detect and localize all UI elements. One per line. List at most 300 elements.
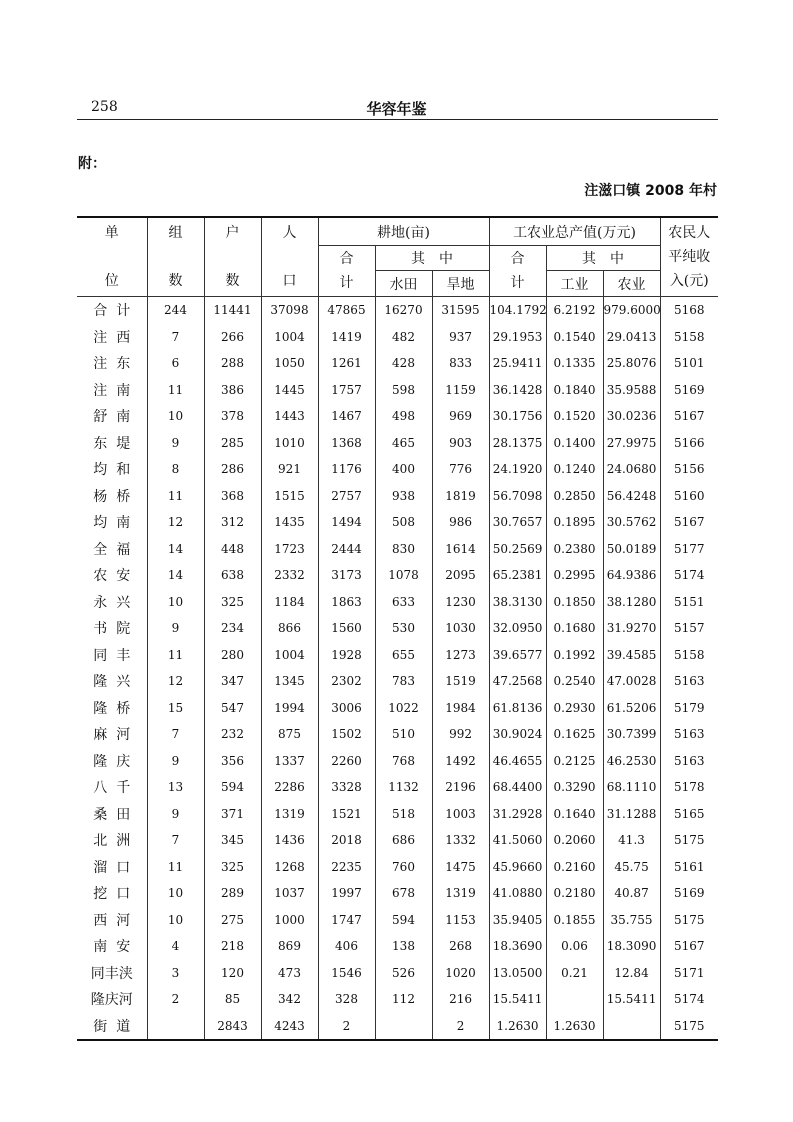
village-name: 合计 <box>93 303 140 320</box>
dryland-cell: 1984 <box>432 695 489 722</box>
table-row <box>77 668 718 695</box>
paddy-cell: 830 <box>375 536 432 563</box>
village-name: 溜口 <box>93 859 140 876</box>
paddy-cell: 510 <box>375 721 432 748</box>
paddy-cell: 138 <box>375 933 432 960</box>
population-cell: 1445 <box>261 377 318 404</box>
table-row <box>77 589 718 616</box>
land-total-cell: 1502 <box>318 721 375 748</box>
village-name: 均南 <box>93 515 140 532</box>
agriculture-cell: 61.5206 <box>603 695 660 722</box>
groups-cell: 7 <box>147 324 204 351</box>
table-row <box>77 350 718 377</box>
table-row <box>77 430 718 457</box>
agriculture-cell: 979.6000 <box>603 297 660 324</box>
output-total-cell: 30.9024 <box>489 721 546 748</box>
income-cell: 5157 <box>660 615 718 642</box>
industry-cell: 0.1855 <box>546 907 603 934</box>
land-total-cell: 2260 <box>318 748 375 775</box>
table-row <box>77 801 718 828</box>
land-total-cell: 2302 <box>318 668 375 695</box>
village-name: 桑田 <box>93 806 140 823</box>
paddy-cell: 633 <box>375 589 432 616</box>
agriculture-cell: 50.0189 <box>603 536 660 563</box>
table-row <box>77 562 718 589</box>
output-total-cell: 46.4655 <box>489 748 546 775</box>
output-total-cell: 32.0950 <box>489 615 546 642</box>
groups-cell: 9 <box>147 430 204 457</box>
paddy-cell: 1132 <box>375 774 432 801</box>
population-cell: 342 <box>261 986 318 1013</box>
agriculture-cell: 39.4585 <box>603 642 660 669</box>
population-cell: 1337 <box>261 748 318 775</box>
dryland-cell: 833 <box>432 350 489 377</box>
output-total-cell: 50.2569 <box>489 536 546 563</box>
dryland-cell: 992 <box>432 721 489 748</box>
income-cell: 5171 <box>660 960 718 987</box>
village-name: 均和 <box>93 462 140 479</box>
income-cell: 5167 <box>660 509 718 536</box>
agriculture-cell: 35.9588 <box>603 377 660 404</box>
village-name: 同丰浃 <box>90 965 133 982</box>
population-cell: 866 <box>261 615 318 642</box>
industry-cell: 0.2995 <box>546 562 603 589</box>
land-total-cell: 1521 <box>318 801 375 828</box>
agriculture-cell: 18.3090 <box>603 933 660 960</box>
output-total-cell: 41.5060 <box>489 827 546 854</box>
agriculture-cell: 35.755 <box>603 907 660 934</box>
population-cell: 869 <box>261 933 318 960</box>
dryland-cell: 1519 <box>432 668 489 695</box>
output-total-cell: 29.1953 <box>489 324 546 351</box>
industry-cell: 0.1335 <box>546 350 603 377</box>
output-total-cell: 30.1756 <box>489 403 546 430</box>
village-name: 北洲 <box>93 833 140 850</box>
table-row <box>77 1013 718 1041</box>
groups-cell: 11 <box>147 483 204 510</box>
income-cell: 5175 <box>660 907 718 934</box>
income-cell: 5175 <box>660 1013 718 1041</box>
paddy-cell: 594 <box>375 907 432 934</box>
agriculture-cell: 38.1280 <box>603 589 660 616</box>
industry-cell: 0.1625 <box>546 721 603 748</box>
households-cell: 312 <box>204 509 261 536</box>
table-row <box>77 324 718 351</box>
income-cell: 5163 <box>660 721 718 748</box>
industry-cell: 0.2930 <box>546 695 603 722</box>
agriculture-cell: 31.1288 <box>603 801 660 828</box>
output-total-cell: 30.7657 <box>489 509 546 536</box>
village-name: 西河 <box>93 912 140 929</box>
table-caption: 注滋口镇 2008 年村 <box>584 183 717 199</box>
output-total-cell: 25.9411 <box>489 350 546 377</box>
table-row <box>77 986 718 1013</box>
population-cell: 1436 <box>261 827 318 854</box>
land-total-cell: 328 <box>318 986 375 1013</box>
land-total-cell: 2757 <box>318 483 375 510</box>
paddy-cell: 112 <box>375 986 432 1013</box>
table-row <box>77 907 718 934</box>
paddy-cell: 686 <box>375 827 432 854</box>
industry-cell: 1.2630 <box>546 1013 603 1041</box>
village-name: 永兴 <box>93 594 140 611</box>
population-cell: 1319 <box>261 801 318 828</box>
income-cell: 5167 <box>660 403 718 430</box>
land-total-cell: 2 <box>318 1013 375 1041</box>
groups-cell: 10 <box>147 907 204 934</box>
groups-cell: 2 <box>147 986 204 1013</box>
dryland-cell: 2095 <box>432 562 489 589</box>
households-cell: 325 <box>204 589 261 616</box>
paddy-cell: 768 <box>375 748 432 775</box>
paddy-cell: 508 <box>375 509 432 536</box>
agriculture-cell <box>603 1013 660 1041</box>
output-total-cell: 24.1920 <box>489 456 546 483</box>
land-total-cell: 1747 <box>318 907 375 934</box>
households-cell: 325 <box>204 854 261 881</box>
groups-cell: 10 <box>147 880 204 907</box>
groups-cell: 11 <box>147 377 204 404</box>
col-households: 户 数 <box>204 217 261 297</box>
dryland-cell: 1230 <box>432 589 489 616</box>
village-statistics-table <box>77 216 718 1041</box>
paddy-cell: 655 <box>375 642 432 669</box>
land-total-cell: 406 <box>318 933 375 960</box>
population-cell: 1994 <box>261 695 318 722</box>
dryland-cell: 903 <box>432 430 489 457</box>
income-cell: 5169 <box>660 377 718 404</box>
groups-cell: 12 <box>147 509 204 536</box>
dryland-cell: 1614 <box>432 536 489 563</box>
paddy-cell: 530 <box>375 615 432 642</box>
village-name: 农安 <box>93 568 140 585</box>
dryland-cell: 31595 <box>432 297 489 324</box>
village-name: 东堤 <box>93 435 140 452</box>
households-cell: 285 <box>204 430 261 457</box>
table-row <box>77 615 718 642</box>
village-name: 街道 <box>93 1018 140 1035</box>
dryland-cell: 2 <box>432 1013 489 1041</box>
population-cell: 1515 <box>261 483 318 510</box>
income-cell: 5179 <box>660 695 718 722</box>
agriculture-cell: 15.5411 <box>603 986 660 1013</box>
agriculture-cell: 56.4248 <box>603 483 660 510</box>
paddy-cell: 678 <box>375 880 432 907</box>
income-cell: 5161 <box>660 854 718 881</box>
agriculture-cell: 30.5762 <box>603 509 660 536</box>
village-name: 挖口 <box>93 886 140 903</box>
population-cell: 921 <box>261 456 318 483</box>
land-total-cell: 1467 <box>318 403 375 430</box>
population-cell: 1435 <box>261 509 318 536</box>
village-name: 麻河 <box>93 727 140 744</box>
table-row <box>77 774 718 801</box>
households-cell: 371 <box>204 801 261 828</box>
population-cell: 875 <box>261 721 318 748</box>
population-cell: 4243 <box>261 1013 318 1041</box>
groups-cell <box>147 1013 204 1041</box>
income-cell: 5169 <box>660 880 718 907</box>
industry-cell: 0.1640 <box>546 801 603 828</box>
output-total-cell: 45.9660 <box>489 854 546 881</box>
land-total-cell: 2444 <box>318 536 375 563</box>
groups-cell: 6 <box>147 350 204 377</box>
households-cell: 386 <box>204 377 261 404</box>
groups-cell: 244 <box>147 297 204 324</box>
dryland-cell: 1153 <box>432 907 489 934</box>
land-total-cell: 1494 <box>318 509 375 536</box>
groups-cell: 7 <box>147 827 204 854</box>
paddy-cell: 598 <box>375 377 432 404</box>
table-row <box>77 854 718 881</box>
dryland-cell: 776 <box>432 456 489 483</box>
population-cell: 1268 <box>261 854 318 881</box>
dryland-cell: 1159 <box>432 377 489 404</box>
households-cell: 85 <box>204 986 261 1013</box>
income-cell: 5174 <box>660 986 718 1013</box>
col-agriculture: 农业 <box>603 271 660 297</box>
output-total-cell: 65.2381 <box>489 562 546 589</box>
dryland-cell: 986 <box>432 509 489 536</box>
output-total-cell: 36.1428 <box>489 377 546 404</box>
agriculture-cell: 68.1110 <box>603 774 660 801</box>
industry-cell: 0.1850 <box>546 589 603 616</box>
dryland-cell: 969 <box>432 403 489 430</box>
village-name: 隆庆 <box>93 753 140 770</box>
agriculture-cell: 30.0236 <box>603 403 660 430</box>
industry-cell: 0.2160 <box>546 854 603 881</box>
village-name: 注南 <box>93 382 140 399</box>
agriculture-cell: 27.9975 <box>603 430 660 457</box>
page-number: 258 <box>91 99 118 115</box>
table-row <box>77 695 718 722</box>
industry-cell: 0.3290 <box>546 774 603 801</box>
land-total-cell: 3173 <box>318 562 375 589</box>
land-total-cell: 3328 <box>318 774 375 801</box>
table-row <box>77 483 718 510</box>
groups-cell: 9 <box>147 801 204 828</box>
paddy-cell <box>375 1013 432 1041</box>
land-total-cell: 47865 <box>318 297 375 324</box>
output-total-cell: 1.2630 <box>489 1013 546 1041</box>
income-cell: 5177 <box>660 536 718 563</box>
households-cell: 288 <box>204 350 261 377</box>
output-total-cell: 35.9405 <box>489 907 546 934</box>
groups-cell: 15 <box>147 695 204 722</box>
output-total-cell: 41.0880 <box>489 880 546 907</box>
income-cell: 5158 <box>660 324 718 351</box>
dryland-cell: 1003 <box>432 801 489 828</box>
income-cell: 5151 <box>660 589 718 616</box>
income-cell: 5166 <box>660 430 718 457</box>
col-farmland-of-which: 其 中 <box>375 246 489 271</box>
dryland-cell: 2196 <box>432 774 489 801</box>
income-cell: 5163 <box>660 748 718 775</box>
village-name: 隆桥 <box>93 700 140 717</box>
households-cell: 280 <box>204 642 261 669</box>
households-cell: 368 <box>204 483 261 510</box>
income-cell: 5174 <box>660 562 718 589</box>
groups-cell: 7 <box>147 721 204 748</box>
industry-cell: 0.2180 <box>546 880 603 907</box>
agriculture-cell: 25.8076 <box>603 350 660 377</box>
table-row <box>77 933 718 960</box>
table-row <box>77 642 718 669</box>
village-name: 舒南 <box>93 409 140 426</box>
dryland-cell: 1475 <box>432 854 489 881</box>
agriculture-cell: 45.75 <box>603 854 660 881</box>
income-cell: 5178 <box>660 774 718 801</box>
output-total-cell: 61.8136 <box>489 695 546 722</box>
land-total-cell: 2235 <box>318 854 375 881</box>
paddy-cell: 783 <box>375 668 432 695</box>
industry-cell: 0.1540 <box>546 324 603 351</box>
output-total-cell: 18.3690 <box>489 933 546 960</box>
population-cell: 1345 <box>261 668 318 695</box>
output-total-cell: 47.2568 <box>489 668 546 695</box>
table-row <box>77 721 718 748</box>
dryland-cell: 1319 <box>432 880 489 907</box>
dryland-cell: 1030 <box>432 615 489 642</box>
village-name: 注东 <box>93 356 140 373</box>
industry-cell: 0.1680 <box>546 615 603 642</box>
table-row <box>77 536 718 563</box>
industry-cell: 0.1400 <box>546 430 603 457</box>
households-cell: 356 <box>204 748 261 775</box>
population-cell: 1184 <box>261 589 318 616</box>
output-total-cell: 38.3130 <box>489 589 546 616</box>
village-name: 注西 <box>93 329 140 346</box>
industry-cell: 0.2540 <box>546 668 603 695</box>
col-groups: 组 数 <box>147 217 204 297</box>
groups-cell: 12 <box>147 668 204 695</box>
dryland-cell: 1332 <box>432 827 489 854</box>
col-income: 农民人 平纯收 入(元) <box>660 217 718 297</box>
col-output: 工农业总产值(万元) <box>489 217 660 246</box>
agriculture-cell: 46.2530 <box>603 748 660 775</box>
agriculture-cell: 30.7399 <box>603 721 660 748</box>
industry-cell: 0.1992 <box>546 642 603 669</box>
industry-cell: 0.1520 <box>546 403 603 430</box>
land-total-cell: 1368 <box>318 430 375 457</box>
village-name: 八千 <box>93 780 140 797</box>
dryland-cell: 1020 <box>432 960 489 987</box>
village-name: 同丰 <box>93 647 140 664</box>
output-total-cell: 28.1375 <box>489 430 546 457</box>
col-unit: 单 位 <box>77 217 147 297</box>
population-cell: 1004 <box>261 642 318 669</box>
col-farmland: 耕地(亩) <box>318 217 489 246</box>
output-total-cell: 39.6577 <box>489 642 546 669</box>
households-cell: 2843 <box>204 1013 261 1041</box>
dryland-cell: 1273 <box>432 642 489 669</box>
population-cell: 1723 <box>261 536 318 563</box>
agriculture-cell: 29.0413 <box>603 324 660 351</box>
paddy-cell: 400 <box>375 456 432 483</box>
households-cell: 286 <box>204 456 261 483</box>
industry-cell: 0.2060 <box>546 827 603 854</box>
agriculture-cell: 31.9270 <box>603 615 660 642</box>
table-row <box>77 960 718 987</box>
land-total-cell: 1419 <box>318 324 375 351</box>
households-cell: 347 <box>204 668 261 695</box>
population-cell: 1000 <box>261 907 318 934</box>
village-name: 杨桥 <box>93 488 140 505</box>
industry-cell: 6.2192 <box>546 297 603 324</box>
households-cell: 218 <box>204 933 261 960</box>
population-cell: 1004 <box>261 324 318 351</box>
output-total-cell: 31.2928 <box>489 801 546 828</box>
groups-cell: 14 <box>147 562 204 589</box>
industry-cell: 0.1840 <box>546 377 603 404</box>
households-cell: 120 <box>204 960 261 987</box>
land-total-cell: 2018 <box>318 827 375 854</box>
table-row <box>77 403 718 430</box>
groups-cell: 9 <box>147 748 204 775</box>
groups-cell: 4 <box>147 933 204 960</box>
village-name: 隆庆河 <box>90 992 133 1009</box>
dryland-cell: 1819 <box>432 483 489 510</box>
appendix-label: 附： <box>78 156 106 172</box>
col-paddy: 水田 <box>375 271 432 297</box>
agriculture-cell: 64.9386 <box>603 562 660 589</box>
industry-cell: 0.2850 <box>546 483 603 510</box>
income-cell: 5175 <box>660 827 718 854</box>
paddy-cell: 518 <box>375 801 432 828</box>
dryland-cell: 937 <box>432 324 489 351</box>
col-farmland-total: 合 计 <box>318 246 375 297</box>
households-cell: 547 <box>204 695 261 722</box>
table-row <box>77 456 718 483</box>
paddy-cell: 760 <box>375 854 432 881</box>
village-name: 全福 <box>93 541 140 558</box>
households-cell: 275 <box>204 907 261 934</box>
paddy-cell: 938 <box>375 483 432 510</box>
agriculture-cell: 12.84 <box>603 960 660 987</box>
land-total-cell: 1261 <box>318 350 375 377</box>
land-total-cell: 1176 <box>318 456 375 483</box>
income-cell: 5101 <box>660 350 718 377</box>
income-cell: 5156 <box>660 456 718 483</box>
col-dryland: 旱地 <box>432 271 489 297</box>
paddy-cell: 428 <box>375 350 432 377</box>
population-cell: 2286 <box>261 774 318 801</box>
table-row <box>77 509 718 536</box>
groups-cell: 8 <box>147 456 204 483</box>
col-population: 人 口 <box>261 217 318 297</box>
groups-cell: 14 <box>147 536 204 563</box>
households-cell: 638 <box>204 562 261 589</box>
groups-cell: 10 <box>147 403 204 430</box>
village-name: 隆兴 <box>93 674 140 691</box>
paddy-cell: 16270 <box>375 297 432 324</box>
header-rule <box>77 119 718 120</box>
households-cell: 11441 <box>204 297 261 324</box>
income-cell: 5158 <box>660 642 718 669</box>
land-total-cell: 3006 <box>318 695 375 722</box>
output-total-cell: 56.7098 <box>489 483 546 510</box>
paddy-cell: 465 <box>375 430 432 457</box>
groups-cell: 10 <box>147 589 204 616</box>
output-total-cell: 68.4400 <box>489 774 546 801</box>
agriculture-cell: 47.0028 <box>603 668 660 695</box>
output-total-cell: 13.0500 <box>489 960 546 987</box>
income-cell: 5163 <box>660 668 718 695</box>
paddy-cell: 1078 <box>375 562 432 589</box>
households-cell: 232 <box>204 721 261 748</box>
paddy-cell: 482 <box>375 324 432 351</box>
dryland-cell: 1492 <box>432 748 489 775</box>
